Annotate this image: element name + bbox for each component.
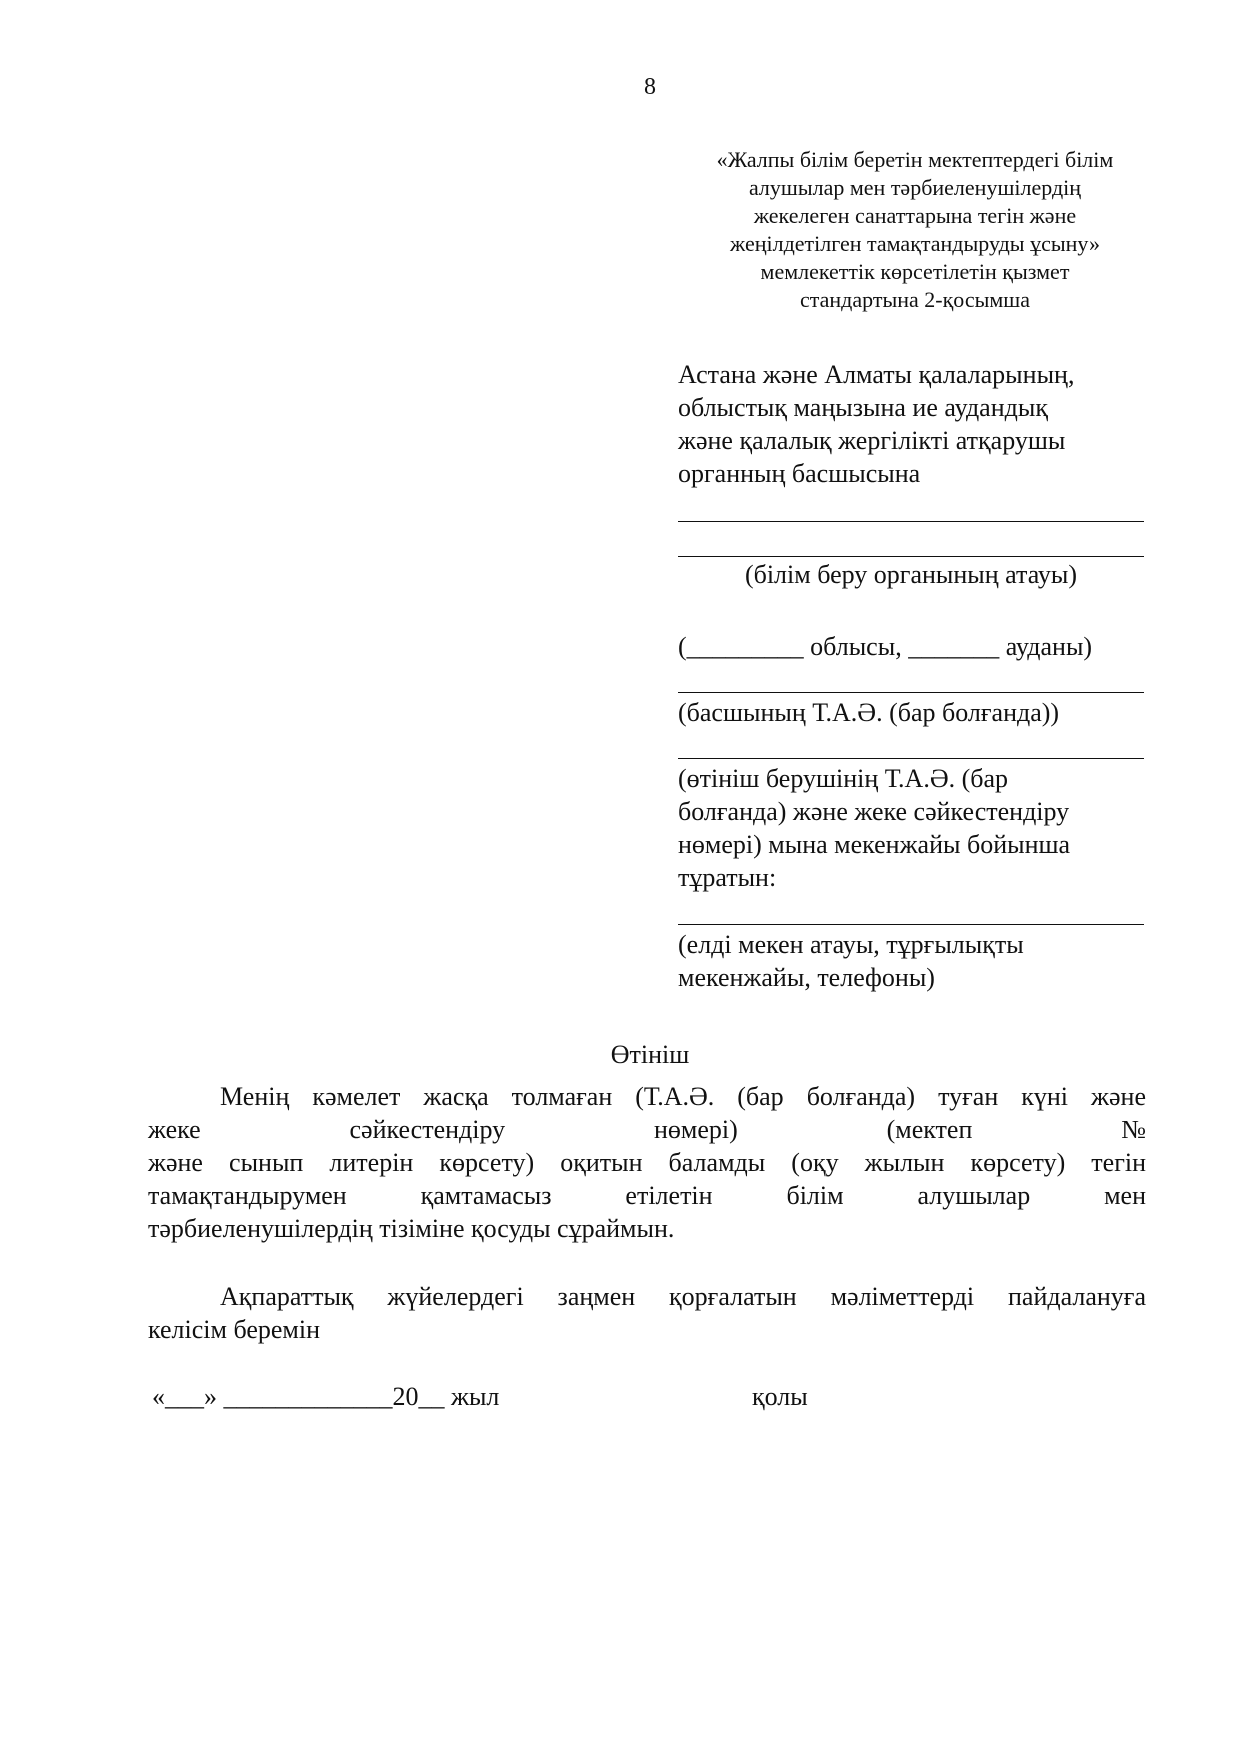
page-number: 8 <box>644 74 656 100</box>
paragraph-line: тәрбиеленушілердің тізіміне қосуды сұраймын. <box>148 1214 675 1243</box>
applicant-blank-line <box>678 758 1144 759</box>
paragraph-line: тамақтандырумен қамтамасыз етілетін білім алушылар мен <box>148 1181 1146 1210</box>
addressee-line: және қалалық жергілікті атқарушы <box>678 426 1066 455</box>
region-district-line: (_________ облысы, _______ ауданы) <box>678 632 1093 661</box>
paragraph-line: жеке сәйкестендіру нөмері) (мектеп № <box>148 1115 1146 1144</box>
annex-heading <box>650 146 1180 314</box>
head-name-label: (басшының Т.А.Ә. (бар болғанда)) <box>678 698 1060 727</box>
annex-line: алушылар мен тәрбиеленушілердің <box>748 175 1082 200</box>
applicant-label <box>678 762 1148 894</box>
head-name-blank-line <box>678 692 1144 693</box>
org-name-blank-line-2 <box>678 556 1144 557</box>
annex-line: жеңілдетілген тамақтандыруды ұсыну» <box>730 231 1100 256</box>
request-paragraph <box>148 1080 1146 1245</box>
annex-line: мемлекеттік көрсетілетін қызмет <box>760 259 1070 284</box>
addressee-line: органның басшысына <box>678 459 921 488</box>
address-label <box>678 928 1148 994</box>
applicant-label-line: нөмері) мына мекенжайы бойынша <box>678 830 1071 859</box>
applicant-label-line: (өтініш берушінің Т.А.Ә. (бар <box>678 764 1009 793</box>
paragraph-line: келісім беремін <box>148 1315 320 1344</box>
paragraph-line: Ақпараттық жүйелердегі заңмен қорғалатын мәліметтерді пайдалануға <box>220 1282 1146 1311</box>
document-title: Өтініш <box>610 1040 690 1069</box>
org-name-blank-line-1 <box>678 521 1144 522</box>
paragraph-line: Менің кәмелет жасқа толмаған (Т.А.Ә. (бар болғанда) туған күні және <box>220 1082 1146 1111</box>
applicant-label-line: тұратын: <box>678 863 777 892</box>
addressee-line: Астана және Алматы қалаларының, <box>678 360 1075 389</box>
applicant-label-line: болғанда) және жеке сәйкестендіру <box>678 797 1070 826</box>
addressee-line: облыстық маңызына ие аудандық <box>678 393 1048 422</box>
org-name-label: (білім беру органының атауы) <box>744 560 1078 589</box>
address-label-line: (елді мекен атауы, тұрғылықты <box>678 930 1024 959</box>
paragraph-line: және сынып литерін көрсету) оқитын баламды (оқу жылын көрсету) тегін <box>148 1148 1146 1177</box>
address-blank-line <box>678 924 1144 925</box>
annex-line: жекелеген санаттарына тегін және <box>753 203 1077 228</box>
annex-line: «Жалпы білім беретін мектептердегі білім <box>716 147 1114 172</box>
date-field: «___» _____________20__ жыл <box>152 1382 500 1411</box>
addressee-block <box>678 358 1148 490</box>
signature-label: қолы <box>752 1382 808 1411</box>
consent-paragraph <box>148 1280 1146 1346</box>
annex-line: стандартына 2-қосымша <box>799 287 1031 312</box>
address-label-line: мекенжайы, телефоны) <box>678 963 935 992</box>
